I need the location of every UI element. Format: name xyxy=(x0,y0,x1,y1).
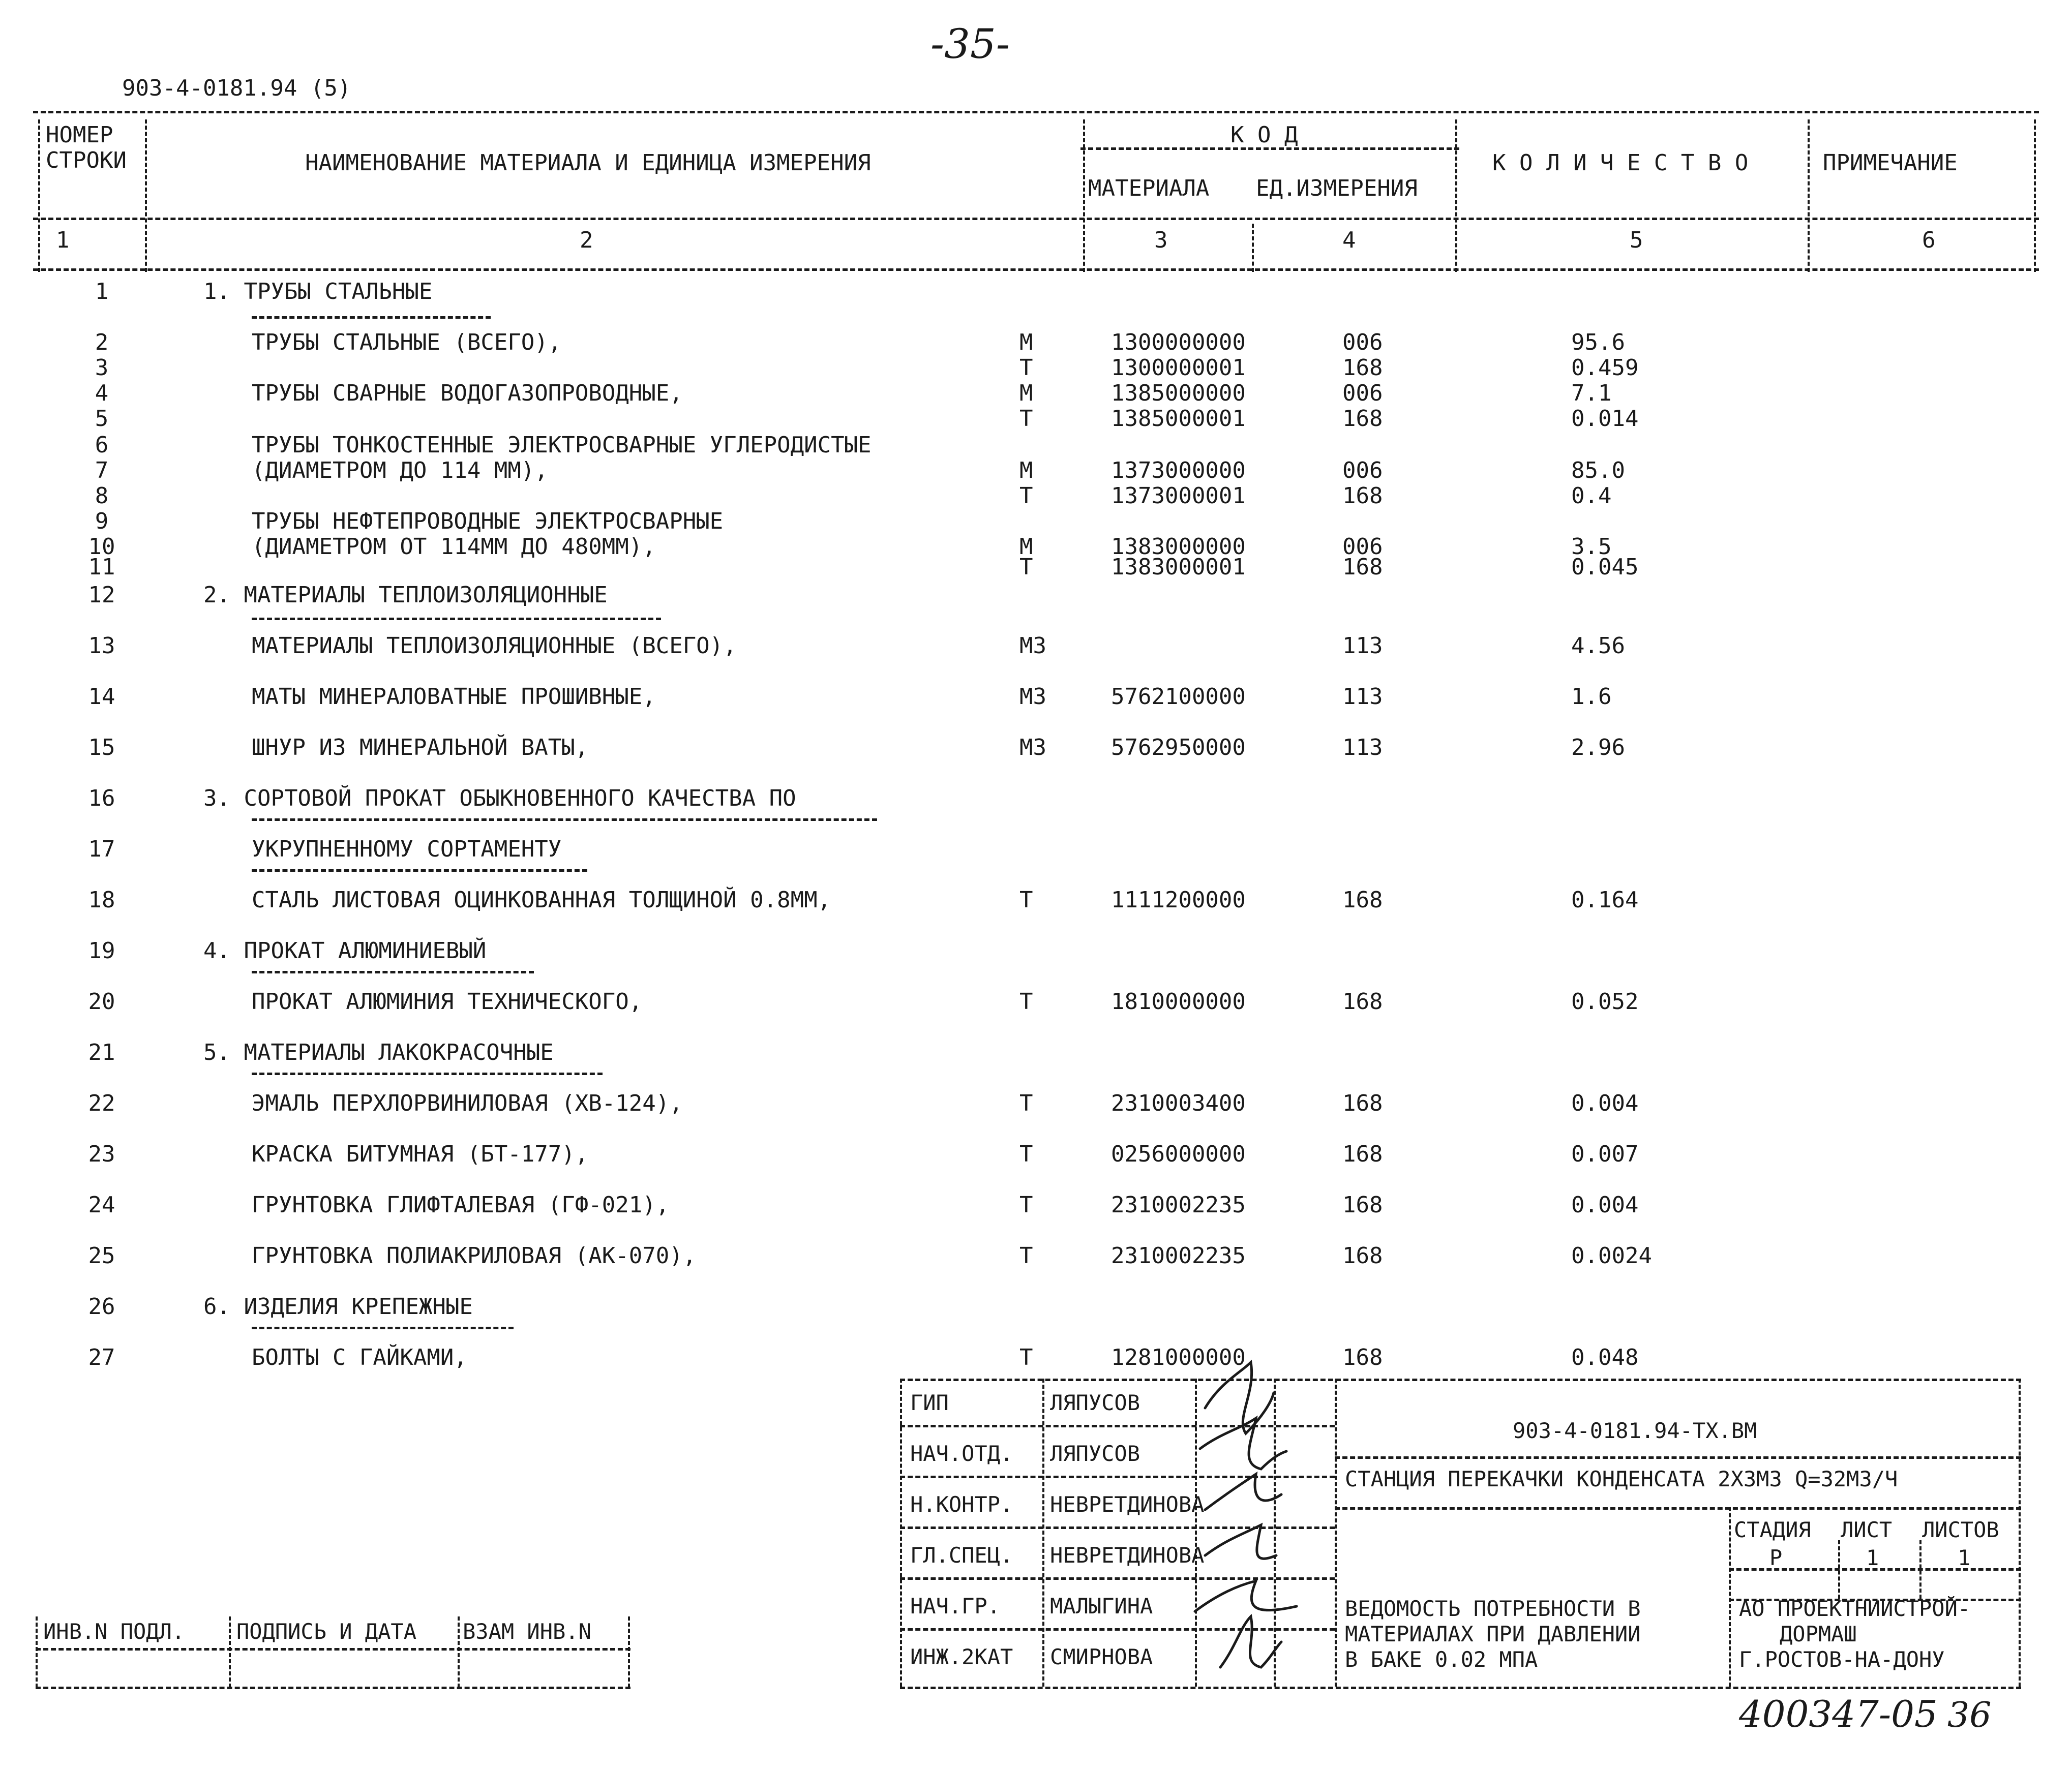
header-number-6: 6 xyxy=(1922,227,1936,253)
row-number: 27 xyxy=(88,1345,115,1370)
row-quantity: 0.459 xyxy=(1571,355,1639,381)
row-number: 21 xyxy=(88,1040,115,1065)
row-number: 15 xyxy=(88,735,115,760)
header-material-name: НАИМЕНОВАНИЕ МАТЕРИАЛА И ЕДИНИЦА ИЗМЕРЕНИЯ xyxy=(305,150,871,176)
row-unit: М3 xyxy=(1019,684,1046,710)
row-quantity: 0.0024 xyxy=(1571,1243,1652,1269)
row-name: ЭМАЛЬ ПЕРХЛОРВИНИЛОВАЯ (ХВ-124), xyxy=(252,1090,683,1116)
row-number: 11 xyxy=(88,554,115,580)
row-number: 2 xyxy=(95,329,109,355)
row-quantity: 0.048 xyxy=(1571,1345,1639,1370)
organization-line1: АО ПРОЕКТНИИСТРОЙ- xyxy=(1739,1596,1971,1621)
header-number-1: 1 xyxy=(56,227,70,253)
row-unit: М xyxy=(1019,457,1033,483)
sheet-label: ЛИСТ xyxy=(1841,1517,1893,1542)
row-number: 25 xyxy=(88,1243,115,1269)
row-name: 4. ПРОКАТ АЛЮМИНИЕВЫЙ xyxy=(203,938,487,964)
row-quantity: 1.6 xyxy=(1571,684,1612,710)
handwritten-page: 36 xyxy=(1947,1695,1992,1735)
row-material-code: 2310002235 xyxy=(1111,1192,1246,1218)
row-material-code: 1385000000 xyxy=(1111,380,1246,406)
header-number-2: 2 xyxy=(580,227,593,253)
row-quantity: 0.014 xyxy=(1571,406,1639,432)
signatory-role: НАЧ.ГР. xyxy=(910,1594,1001,1619)
row-number: 3 xyxy=(95,355,109,381)
row-unit-code: 006 xyxy=(1342,380,1383,406)
row-unit-code: 168 xyxy=(1342,1141,1383,1167)
row-material-code: 2310002235 xyxy=(1111,1243,1246,1269)
title-doc-code: 903-4-0181.94-ТХ.ВМ xyxy=(1513,1418,1757,1443)
signatory-role: ГИП xyxy=(910,1390,949,1415)
row-quantity: 4.56 xyxy=(1571,633,1625,659)
row-name: ПРОКАТ АЛЮМИНИЯ ТЕХНИЧЕСКОГО, xyxy=(252,989,643,1015)
row-material-code: 1300000000 xyxy=(1111,329,1246,355)
header-row-number: НОМЕР xyxy=(46,122,113,148)
row-unit: Т xyxy=(1019,483,1033,509)
header-unit-code: ЕД.ИЗМЕРЕНИЯ xyxy=(1256,175,1418,201)
row-number: 24 xyxy=(88,1192,115,1218)
row-number: 6 xyxy=(95,432,109,458)
row-name: ТРУБЫ СТАЛЬНЫЕ (ВСЕГО), xyxy=(252,329,562,355)
row-number: 10 xyxy=(88,534,115,560)
inventory-number-label: ИНВ.N ПОДЛ. xyxy=(43,1619,185,1644)
header-number-3: 3 xyxy=(1154,227,1168,253)
row-name: ГРУНТОВКА ГЛИФТАЛЕВАЯ (ГФ-021), xyxy=(252,1192,670,1218)
row-name: МАТЕРИАЛЫ ТЕПЛОИЗОЛЯЦИОННЫЕ (ВСЕГО), xyxy=(252,633,737,659)
row-quantity: 3.5 xyxy=(1571,534,1612,560)
row-material-code: 1383000000 xyxy=(1111,534,1246,560)
row-number: 13 xyxy=(88,633,115,659)
row-unit-code: 113 xyxy=(1342,684,1383,710)
row-material-code: 1373000000 xyxy=(1111,457,1246,483)
sheets-value: 1 xyxy=(1958,1545,1971,1570)
signatory-role: ГЛ.СПЕЦ. xyxy=(910,1543,1013,1568)
row-quantity: 0.004 xyxy=(1571,1192,1639,1218)
row-name: 5. МАТЕРИАЛЫ ЛАКОКРАСОЧНЫЕ xyxy=(203,1040,554,1065)
row-quantity: 95.6 xyxy=(1571,329,1625,355)
row-quantity: 0.164 xyxy=(1571,887,1639,913)
row-unit-code: 168 xyxy=(1342,1192,1383,1218)
row-material-code: 0256000000 xyxy=(1111,1141,1246,1167)
row-number: 22 xyxy=(88,1090,115,1116)
signatory-name: СМИРНОВА xyxy=(1050,1644,1153,1669)
row-material-code: 5762950000 xyxy=(1111,735,1246,760)
row-number: 9 xyxy=(95,508,109,534)
organization-line2: ДОРМАШ xyxy=(1780,1622,1857,1646)
row-number: 4 xyxy=(95,380,109,406)
row-name: 2. МАТЕРИАЛЫ ТЕПЛОИЗОЛЯЦИОННЫЕ xyxy=(203,582,608,608)
row-number: 20 xyxy=(88,989,115,1015)
title-sheet-line3: В БАКЕ 0.02 МПА xyxy=(1345,1647,1538,1672)
stage-value: Р xyxy=(1769,1545,1783,1570)
row-name: ГРУНТОВКА ПОЛИАКРИЛОВАЯ (АК-070), xyxy=(252,1243,697,1269)
title-sheet-line1: ВЕДОМОСТЬ ПОТРЕБНОСТИ В xyxy=(1345,1596,1641,1621)
row-name: (ДИАМЕТРОМ ДО 114 ММ), xyxy=(252,457,548,483)
row-number: 19 xyxy=(88,938,115,964)
row-material-code: 1383000001 xyxy=(1111,554,1246,580)
signatory-role: ИНЖ.2КАТ xyxy=(910,1644,1013,1669)
row-material-code: 5762100000 xyxy=(1111,684,1246,710)
row-name: 1. ТРУБЫ СТАЛЬНЫЕ xyxy=(203,279,433,304)
sheet-value: 1 xyxy=(1866,1545,1879,1570)
row-unit: М xyxy=(1019,329,1033,355)
row-unit: М xyxy=(1019,534,1033,560)
inventory-signature-label: ПОДПИСЬ И ДАТА xyxy=(236,1619,417,1644)
signatory-role: НАЧ.ОТД. xyxy=(910,1441,1013,1466)
row-name: МАТЫ МИНЕРАЛОВАТНЫЕ ПРОШИВНЫЕ, xyxy=(252,684,656,710)
row-number: 7 xyxy=(95,457,109,483)
row-number: 12 xyxy=(88,582,115,608)
row-number: 1 xyxy=(95,279,109,304)
signatory-name: ЛЯПУСОВ xyxy=(1050,1390,1140,1415)
signatory-name: НЕВРЕТДИНОВА xyxy=(1050,1492,1205,1517)
row-name: СТАЛЬ ЛИСТОВАЯ ОЦИНКОВАННАЯ ТОЛЩИНОЙ 0.8ММ, xyxy=(252,887,831,913)
row-unit-code: 006 xyxy=(1342,534,1383,560)
row-number: 18 xyxy=(88,887,115,913)
header-number-5: 5 xyxy=(1630,227,1643,253)
signatures xyxy=(1185,1342,1302,1683)
row-material-code: 1111200000 xyxy=(1111,887,1246,913)
row-material-code: 1300000001 xyxy=(1111,355,1246,381)
row-unit-code: 168 xyxy=(1342,989,1383,1015)
inventory-replacement-label: ВЗАМ ИНВ.N xyxy=(463,1619,591,1644)
row-unit-code: 168 xyxy=(1342,1345,1383,1370)
organization-line3: Г.РОСТОВ-НА-ДОНУ xyxy=(1739,1647,1945,1672)
page-number: -35- xyxy=(930,20,1010,68)
signatory-name: ЛЯПУСОВ xyxy=(1050,1441,1140,1466)
row-number: 16 xyxy=(88,785,115,811)
row-material-code: 1281000000 xyxy=(1111,1345,1246,1370)
sheets-label: ЛИСТОВ xyxy=(1922,1517,1999,1542)
header-row-number-2: СТРОКИ xyxy=(46,147,127,173)
handwritten-stamp: 400347-05 xyxy=(1739,1693,1938,1735)
row-number: 5 xyxy=(95,406,109,432)
row-unit: Т xyxy=(1019,1090,1033,1116)
row-unit: М3 xyxy=(1019,633,1046,659)
row-number: 23 xyxy=(88,1141,115,1167)
row-material-code: 2310003400 xyxy=(1111,1090,1246,1116)
row-quantity: 0.052 xyxy=(1571,989,1639,1015)
header-material-code: МАТЕРИАЛА xyxy=(1088,175,1210,201)
header-note: ПРИМЕЧАНИЕ xyxy=(1823,150,1958,176)
row-unit-code: 168 xyxy=(1342,887,1383,913)
row-name: ТРУБЫ НЕФТЕПРОВОДНЫЕ ЭЛЕКТРОСВАРНЫЕ xyxy=(252,508,724,534)
row-quantity: 0.045 xyxy=(1571,554,1639,580)
signatory-name: НЕВРЕТДИНОВА xyxy=(1050,1543,1205,1568)
row-unit: Т xyxy=(1019,887,1033,913)
row-unit: М xyxy=(1019,380,1033,406)
row-unit-code: 168 xyxy=(1342,483,1383,509)
row-unit-code: 168 xyxy=(1342,355,1383,381)
row-quantity: 85.0 xyxy=(1571,457,1625,483)
signatory-role: Н.КОНТР. xyxy=(910,1492,1013,1517)
row-number: 14 xyxy=(88,684,115,710)
row-name: (ДИАМЕТРОМ ОТ 114ММ ДО 480ММ), xyxy=(252,534,656,560)
header-quantity: К О Л И Ч Е С Т В О xyxy=(1492,150,1749,176)
row-unit-code: 006 xyxy=(1342,329,1383,355)
stage-label: СТАДИЯ xyxy=(1734,1517,1811,1542)
row-quantity: 0.004 xyxy=(1571,1090,1639,1116)
row-quantity: 0.007 xyxy=(1571,1141,1639,1167)
row-name: 6. ИЗДЕЛИЯ КРЕПЕЖНЫЕ xyxy=(203,1294,473,1320)
row-name: ТРУБЫ СВАРНЫЕ ВОДОГАЗОПРОВОДНЫЕ, xyxy=(252,380,683,406)
document-code-top: 903-4-0181.94 (5) xyxy=(122,75,351,101)
row-unit-code: 168 xyxy=(1342,1090,1383,1116)
row-name: БОЛТЫ С ГАЙКАМИ, xyxy=(252,1345,467,1370)
row-quantity: 2.96 xyxy=(1571,735,1625,760)
row-unit: Т xyxy=(1019,406,1033,432)
row-unit-code: 113 xyxy=(1342,735,1383,760)
row-unit: Т xyxy=(1019,989,1033,1015)
row-unit-code: 168 xyxy=(1342,1243,1383,1269)
row-number: 17 xyxy=(88,836,115,862)
row-number: 8 xyxy=(95,483,109,509)
row-unit-code: 006 xyxy=(1342,457,1383,483)
row-unit-code: 168 xyxy=(1342,554,1383,580)
row-unit: Т xyxy=(1019,1243,1033,1269)
row-name: ШНУР ИЗ МИНЕРАЛЬНОЙ ВАТЫ, xyxy=(252,735,589,760)
row-unit: Т xyxy=(1019,1192,1033,1218)
row-material-code: 1373000001 xyxy=(1111,483,1246,509)
row-unit: Т xyxy=(1019,554,1033,580)
title-project: СТАНЦИЯ ПЕРЕКАЧКИ КОНДЕНСАТА 2Х3М3 Q=32М3/Ч xyxy=(1345,1467,1898,1491)
row-unit-code: 168 xyxy=(1342,406,1383,432)
row-number: 26 xyxy=(88,1294,115,1320)
row-name: ТРУБЫ ТОНКОСТЕННЫЕ ЭЛЕКТРОСВАРНЫЕ УГЛЕРОДИСТЫЕ xyxy=(252,432,872,458)
row-quantity: 0.4 xyxy=(1571,483,1612,509)
row-name: 3. СОРТОВОЙ ПРОКАТ ОБЫКНОВЕННОГО КАЧЕСТВА ПО xyxy=(203,785,796,811)
row-unit: Т xyxy=(1019,1345,1033,1370)
row-quantity: 7.1 xyxy=(1571,380,1612,406)
row-material-code: 1810000000 xyxy=(1111,989,1246,1015)
header-code-group: К О Д xyxy=(1230,122,1298,148)
row-unit: Т xyxy=(1019,1141,1033,1167)
title-sheet-line2: МАТЕРИАЛАХ ПРИ ДАВЛЕНИИ xyxy=(1345,1622,1641,1646)
row-unit: М3 xyxy=(1019,735,1046,760)
row-name: КРАСКА БИТУМНАЯ (БТ-177), xyxy=(252,1141,589,1167)
row-name: УКРУПНЕННОМУ СОРТАМЕНТУ xyxy=(252,836,562,862)
signatory-name: МАЛЫГИНА xyxy=(1050,1594,1153,1619)
header-number-4: 4 xyxy=(1342,227,1356,253)
row-unit: Т xyxy=(1019,355,1033,381)
row-material-code: 1385000001 xyxy=(1111,406,1246,432)
row-unit-code: 113 xyxy=(1342,633,1383,659)
